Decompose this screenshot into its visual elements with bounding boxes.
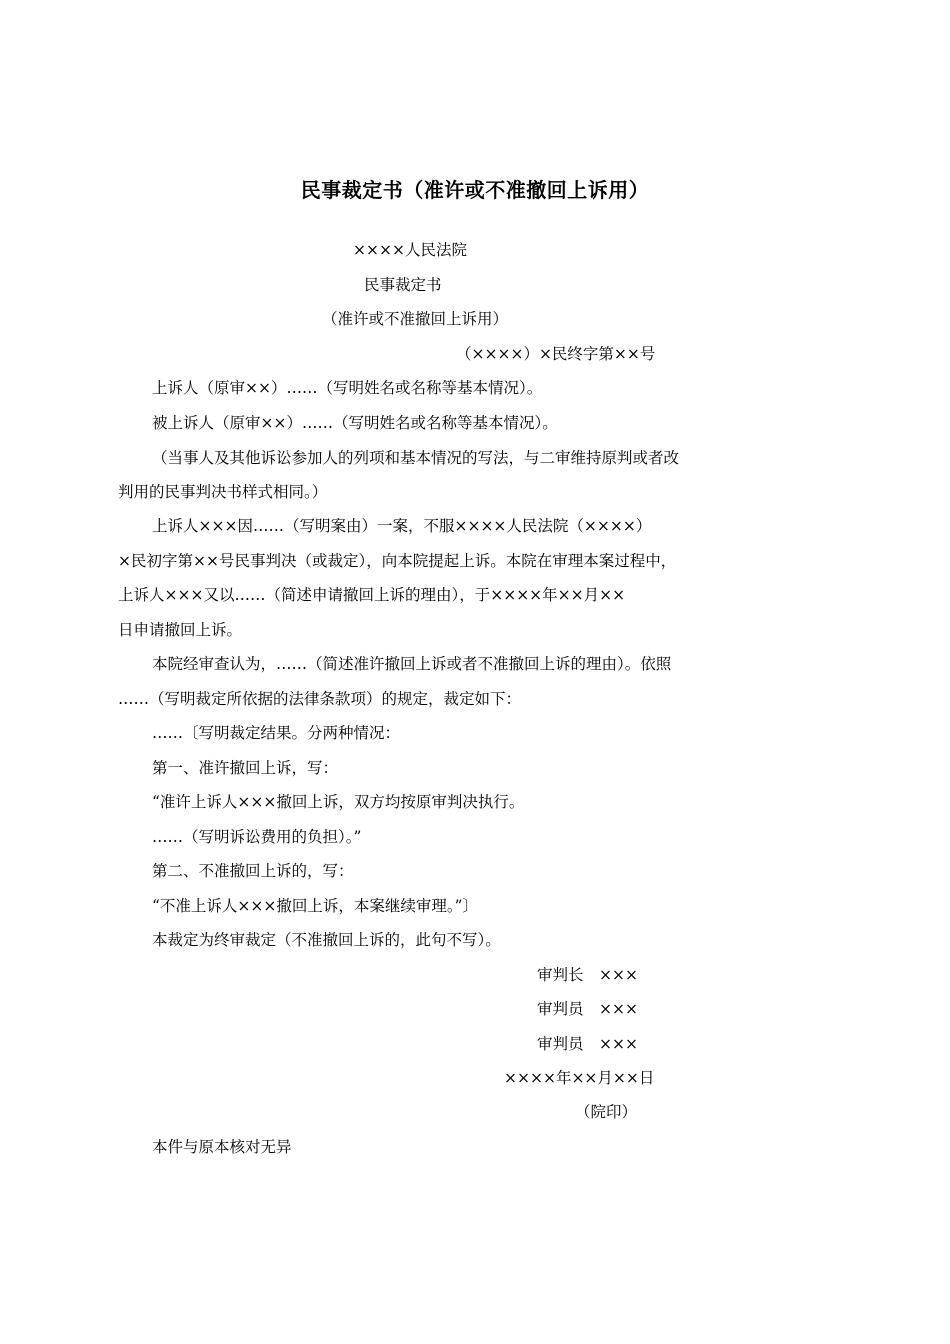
case-one-text-1: “准许上诉人×××撤回上诉，双方均按原审判决执行。: [152, 793, 525, 811]
case-two-text: “不准上诉人×××撤回上诉，本案继续审理。”〕: [152, 897, 479, 915]
reasoning-line-1: 本院经审查认为，……（简述准许撤回上诉或者不准撤回上诉的理由）。依照: [152, 655, 672, 673]
case-one-heading: 第一、准许撤回上诉，写：: [152, 759, 339, 777]
ruling-date: ××××年××月××日: [504, 1069, 655, 1087]
judge-signature-2: 审判员 ×××: [537, 1035, 638, 1053]
facts-line-2: ×民初字第××号民事判决（或裁定），向本院提起上诉。本院在审理本案过程中，: [118, 552, 677, 570]
appellant-line: 上诉人（原审××）……（写明姓名或名称等基本情况）。: [152, 379, 543, 397]
appellee-line: 被上诉人（原审××）……（写明姓名或名称等基本情况）。: [152, 414, 558, 432]
case-two-heading: 第二、不准撤回上诉的，写：: [152, 862, 354, 880]
court-seal: （院印）: [575, 1103, 638, 1121]
party-note-line-1: （当事人及其他诉讼参加人的列项和基本情况的写法，与二审维持原判或者改: [152, 449, 680, 467]
judge-signature-1: 审判员 ×××: [537, 1000, 638, 1018]
case-number: （××××）×民终字第××号: [456, 345, 656, 363]
verification-note: 本件与原本核对无异: [152, 1138, 292, 1156]
doc-type: 民事裁定书: [364, 276, 442, 294]
case-one-text-2: ……（写明诉讼费用的负担）。”: [152, 828, 362, 846]
document-title: 民事裁定书（准许或不准撤回上诉用）: [300, 178, 650, 202]
chief-judge-signature: 审判长 ×××: [537, 966, 638, 984]
ruling-intro: ……〔写明裁定结果。分两种情况：: [152, 724, 401, 742]
facts-line-3: 上诉人×××又以……（简述申请撤回上诉的理由），于××××年××月××: [118, 586, 626, 604]
court-name: ××××人民法院: [353, 241, 467, 259]
finality-statement: 本裁定为终审裁定（不准撤回上诉的，此句不写）。: [152, 931, 501, 949]
reasoning-line-2: ……（写明裁定所依据的法律条款项）的规定，裁定如下：: [118, 690, 522, 708]
party-note-line-2: 判用的民事判决书样式相同。）: [118, 483, 328, 501]
doc-subtype: （准许或不准撤回上诉用）: [322, 310, 509, 328]
facts-line-4: 日申请撤回上诉。: [118, 621, 243, 639]
facts-line-1: 上诉人×××因……（写明案由）一案，不服××××人民法院（××××）: [152, 517, 652, 535]
